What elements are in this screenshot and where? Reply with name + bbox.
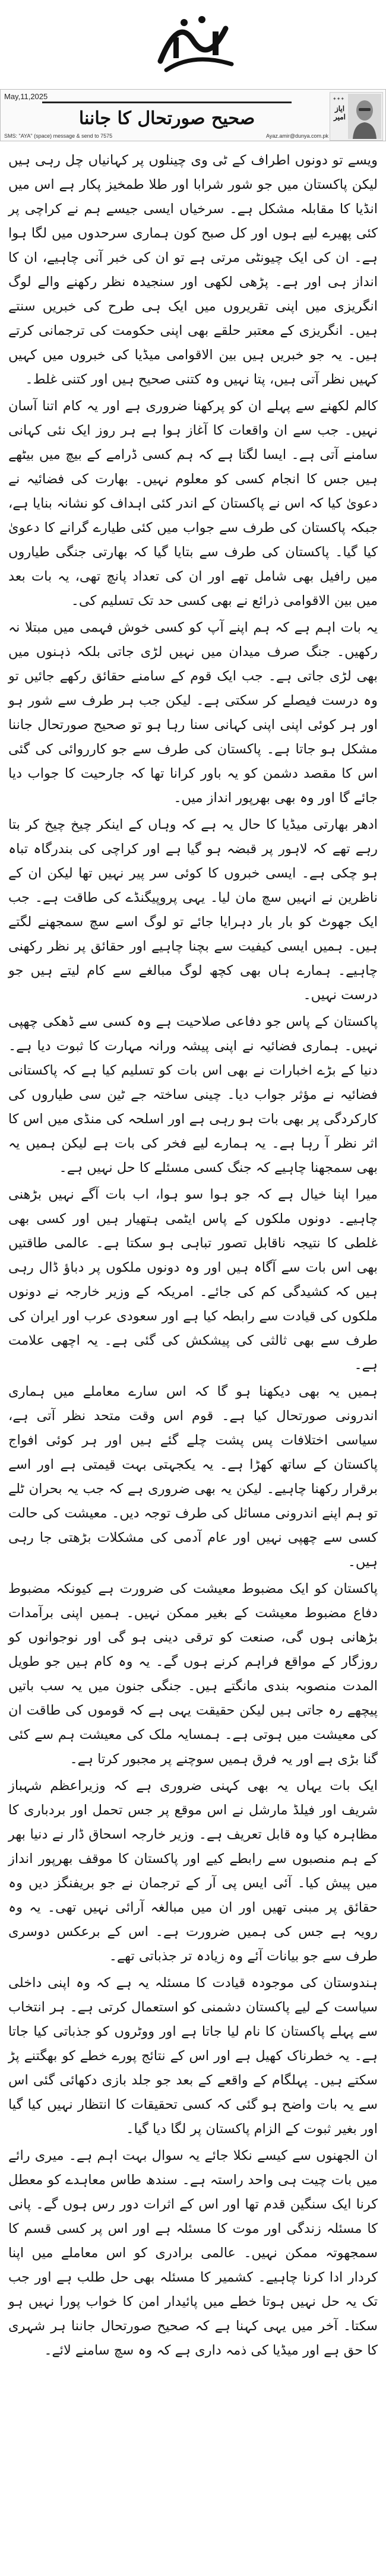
article-paragraph: ہمیں یہ بھی دیکھنا ہو گا کہ اس سارے معاملے میں ہماری اندرونی صورتحال کیا ہے۔ قوم اس وقت متحد نظر آتی ہے، سیاسی اختلافات پس پشت چلے گئے ہیں اور ہر کوئی افواج پاکستان کے ساتھ کھڑا ہے۔ یہ یکجہتی بہت قیمتی ہے اور اسے برقرار رکھنا چاہیے۔ لیکن یہ بھی ضروری ہے کہ جب یہ بحران ٹلے تو ہم اپنے اندرونی مسائل کی طرف توجہ دیں۔ معیشت کی حالت کسی سے چھپی نہیں اور عام آدمی کی مشکلات بڑھتی جا رہی ہیں۔ xyxy=(8,1384,378,1570)
column-title-area xyxy=(42,102,292,138)
article-paragraph: کالم لکھنے سے پہلے ان کو پرکھنا ضروری ہے اور یہ کام اتنا آسان نہیں۔ جب سے ان واقعات کا آغاز ہوا ہے ہر روز ایک نئی کہانی سامنے آتی ہے۔ ایسا لگتا ہے کہ ہم کسی ڈرامے کے بیچ میں بیٹھے ہیں جس کا انجام کسی کو معلوم نہیں۔ بھارت کی فضائیہ نے دعویٰ کیا کہ اس نے پاکستان کے اندر کئی اہداف کو نشانہ بنایا ہے، جبکہ پاکستان کی طرف سے جواب میں کئی طیارے گرانے کا دعویٰ کیا گیا۔ پاکستان کی طرف سے بتایا گیا کہ بھارتی جنگی طیاروں میں رافیل بھی شامل تھے اور ان کی تعداد پانچ تھی، یہ بات بعد میں بین الاقوامی ذرائع نے بھی کسی حد تک تسلیم کی۔ xyxy=(8,398,378,609)
article-paragraph: ہندوستان کی موجودہ قیادت کا مسئلہ یہ ہے کہ وہ اپنی داخلی سیاست کے لیے پاکستان دشمنی کو استعمال کرتی ہے۔ ہر انتخاب سے پہلے پاکستان کا نام لیا جاتا ہے اور ووٹروں کو جذباتی کیا جاتا ہے۔ یہ خطرناک کھیل ہے اور اس کے نتائج پورے خطے کو بھگتنے پڑ سکتے ہیں۔ پہلگام کے واقعے کے بعد جو جلد بازی دکھائی گئی اس سے یہ بات واضح ہو گئی کہ کسی تحقیقات کا انتظار نہیں کیا گیا اور بغیر ثبوت کے الزام پاکستان پر لگا دیا گیا۔ xyxy=(8,1975,378,2137)
article-paragraph: ادھر بھارتی میڈیا کا حال یہ ہے کہ وہاں کے اینکر چیخ چیخ کر بتا رہے تھے کہ لاہور پر قبضہ ہو گیا ہے اور کراچی کی بندرگاہ تباہ ہو چکی ہے۔ ایسی خبروں کا کوئی سر پیر نہیں تھا لیکن ان کے ناظرین نے انہیں سچ مان لیا۔ یہی پروپیگنڈے کی طاقت ہے۔ جب ایک جھوٹ کو بار بار دہرایا جائے تو لوگ اسے سچ سمجھنے لگتے ہیں۔ ہمیں ایسی کیفیت سے بچنا چاہیے اور حقائق پر نظر رکھنی چاہیے۔ ہمارے ہاں بھی کچھ لوگ مبالغے سے کام لیتے ہیں جو درست نہیں۔ xyxy=(8,817,378,1003)
article-paragraph: پاکستان کے پاس جو دفاعی صلاحیت ہے وہ کسی سے ڈھکی چھپی نہیں۔ ہماری فضائیہ نے اپنی پیشہ ورانہ مہارت کا ثبوت دیا ہے۔ دنیا کے بڑے اخبارات نے بھی اس بات کو تسلیم کیا ہے کہ پاکستانی فضائیہ نے مؤثر جواب دیا۔ چینی ساختہ جے ٹین سی طیاروں کی کارکردگی پر بھی بات ہو رہی ہے اور اسلحہ کی منڈی میں اس کا اثر نظر آ رہا ہے۔ یہ ہمارے لیے فخر کی بات ہے لیکن ہمیں یہ بھی سمجھنا چاہیے کہ جنگ کسی مسئلے کا حل نہیں ہے۔ xyxy=(8,1014,378,1175)
masthead xyxy=(0,0,386,89)
dunya-logo-mark xyxy=(143,5,243,82)
article-paragraph: ان الجھنوں سے کیسے نکلا جائے یہ سوال بہت اہم ہے۔ میری رائے میں بات چیت ہی واحد راستہ ہے۔ سندھ طاس معاہدے کو معطل کرنا ایک سنگین قدم تھا اور اس کے اثرات دور رس ہوں گے۔ پانی کا مسئلہ زندگی اور موت کا مسئلہ ہے اور اس پر کسی قسم کا سمجھوتہ ممکن نہیں۔ عالمی برادری کو اس معاملے میں اپنا کردار ادا کرنا چاہیے۔ کشمیر کا مسئلہ بھی حل طلب ہے اور جب تک یہ حل نہیں ہوتا خطے میں پائیدار امن کا خواب پورا نہیں ہو سکتا۔ آخر میں یہی کہنا ہے کہ صحیح صورتحال جاننا ہر شہری کا حق ہے اور میڈیا کی ذمہ داری ہے کہ وہ سچ سامنے لائے۔ xyxy=(8,2148,378,2358)
column-header xyxy=(0,89,386,141)
dunya-logo xyxy=(143,5,243,82)
column-title: صحیح صورتحال کا جاننا xyxy=(78,108,255,129)
article-paragraph: یہ بات اہم ہے کہ ہم اپنے آپ کو کسی خوش فہمی میں مبتلا نہ رکھیں۔ جنگ صرف میدان میں نہیں لڑی جاتی بلکہ ذہنوں میں بھی لڑی جاتی ہے۔ جب ایک قوم کے سامنے حقائق رکھے جائیں تو وہ درست فیصلے کر سکتی ہے۔ لیکن جب ہر طرف سے شور ہو اور ہر کوئی اپنی اپنی کہانی سنا رہا ہو تو صحیح صورتحال جاننا مشکل ہو جاتا ہے۔ پاکستان کی طرف سے جو کارروائی کی گئی اس کا مقصد دشمن کو یہ باور کرانا تھا کہ جارحیت کا جواب دیا جائے گا اور وہ بھی بھرپور انداز میں۔ xyxy=(8,620,378,806)
article-paragraph: ویسے تو دونوں اطراف کے ٹی وی چینلوں پر کہانیاں چل رہی ہیں لیکن پاکستان میں جو شور شرابا اور طلا طمخیز پکار ہے اس میں انڈیا کا مقابلہ مشکل ہے۔ سرخیاں ایسی جیسے ہم نے کراچی پر کئی پھیرے لیے ہوں اور کل صبح کون ہماری سرحدوں میں لگا ہوا ہے۔ ان کی ایک چیونٹی مرتی ہے تو ان کی خبر آنی چاہیے، ان کا انداز ہی اور ہے۔ پڑھی لکھی اور سنجیدہ نظر رکھنے والے لوگ انگریزی میں اپنی تقریروں میں ایک ہی طرح کی خبریں سنتے ہیں۔ انگریزی کے معتبر حلقے بھی اپنی حکومت کی ترجمانی کرتے ہیں۔ یہ جو خبریں ہیں بین الاقوامی میڈیا کی خبروں میں کہیں کہیں نظر آتی ہیں، پتا نہیں وہ کتنی صحیح ہیں اور کتنی غلط۔ xyxy=(8,153,378,387)
column-date: May,11,2025 xyxy=(4,92,48,101)
sms-instructions: SMS: "AYA" (space) message & send to 7575 xyxy=(4,133,113,139)
article-paragraph: ایک بات یہاں یہ بھی کہنی ضروری ہے کہ وزیراعظم شہباز شریف اور فیلڈ مارشل نے اس موقع پر جس تحمل اور بردباری کا مظاہرہ کیا وہ قابل تعریف ہے۔ وزیر خارجہ اسحاق ڈار نے دنیا بھر کے ہم منصبوں سے رابطے کیے اور پاکستان کا موقف بھرپور انداز میں پیش کیا۔ آئی ایس پی آر کے ترجمان نے جو بریفنگز دیں وہ حقائق پر مبنی تھیں اور ان میں مبالغہ آرائی نہیں تھی۔ یہ وہ رویہ ہے جس کی ہمیں ضرورت ہے۔ اس کے برعکس دوسری طرف سے جو بیانات آئے وہ زیادہ تر جذباتی تھے۔ xyxy=(8,1778,378,1964)
article-body xyxy=(8,148,378,2365)
article-paragraph: پاکستان کو ایک مضبوط معیشت کی ضرورت ہے کیونکہ مضبوط دفاع مضبوط معیشت کے بغیر ممکن نہیں۔ ہمیں اپنی برآمدات بڑھانی ہوں گی، صنعت کو ترقی دینی ہو گی اور نوجوانوں کو روزگار کے مواقع فراہم کرنے ہوں گے۔ یہ وہ کام ہیں جو طویل المدت منصوبہ بندی مانگتے ہیں۔ جنگی جنون میں یہ سب باتیں پیچھے رہ جاتی ہیں لیکن حقیقت یہی ہے کہ قوموں کی طاقت ان کی معیشت میں ہوتی ہے۔ ہمسایہ ملک کی معیشت ہم سے کئی گنا بڑی ہے اور یہ فرق ہمیں سوچنے پر مجبور کرتا ہے۔ xyxy=(8,1581,378,1767)
author-email[interactable]: Ayaz.amir@dunya.com.pk xyxy=(265,133,328,139)
stars-icon: ✦✦✦ xyxy=(333,96,345,102)
author-photo xyxy=(348,94,381,139)
author-box xyxy=(330,92,383,141)
article-paragraph: میرا اپنا خیال ہے کہ جو ہوا سو ہوا، اب بات آگے نہیں بڑھنی چاہیے۔ دونوں ملکوں کے پاس ایٹمی ہتھیار ہیں اور کسی بھی غلطی کا نتیجہ ناقابل تصور تباہی ہو سکتا ہے۔ عالمی طاقتیں بھی اس بات سے آگاہ ہیں اور وہ دونوں ملکوں پر دباؤ ڈال رہی ہیں کہ کشیدگی کم کی جائے۔ امریکہ کے وزیر خارجہ نے دونوں ملکوں کی قیادت سے رابطہ کیا ہے اور سعودی عرب اور ایران کی طرف سے بھی ثالثی کی پیشکش کی گئی ہے۔ یہ اچھی علامت ہے۔ xyxy=(8,1187,378,1373)
author-name: ایاز امیر xyxy=(333,104,346,121)
